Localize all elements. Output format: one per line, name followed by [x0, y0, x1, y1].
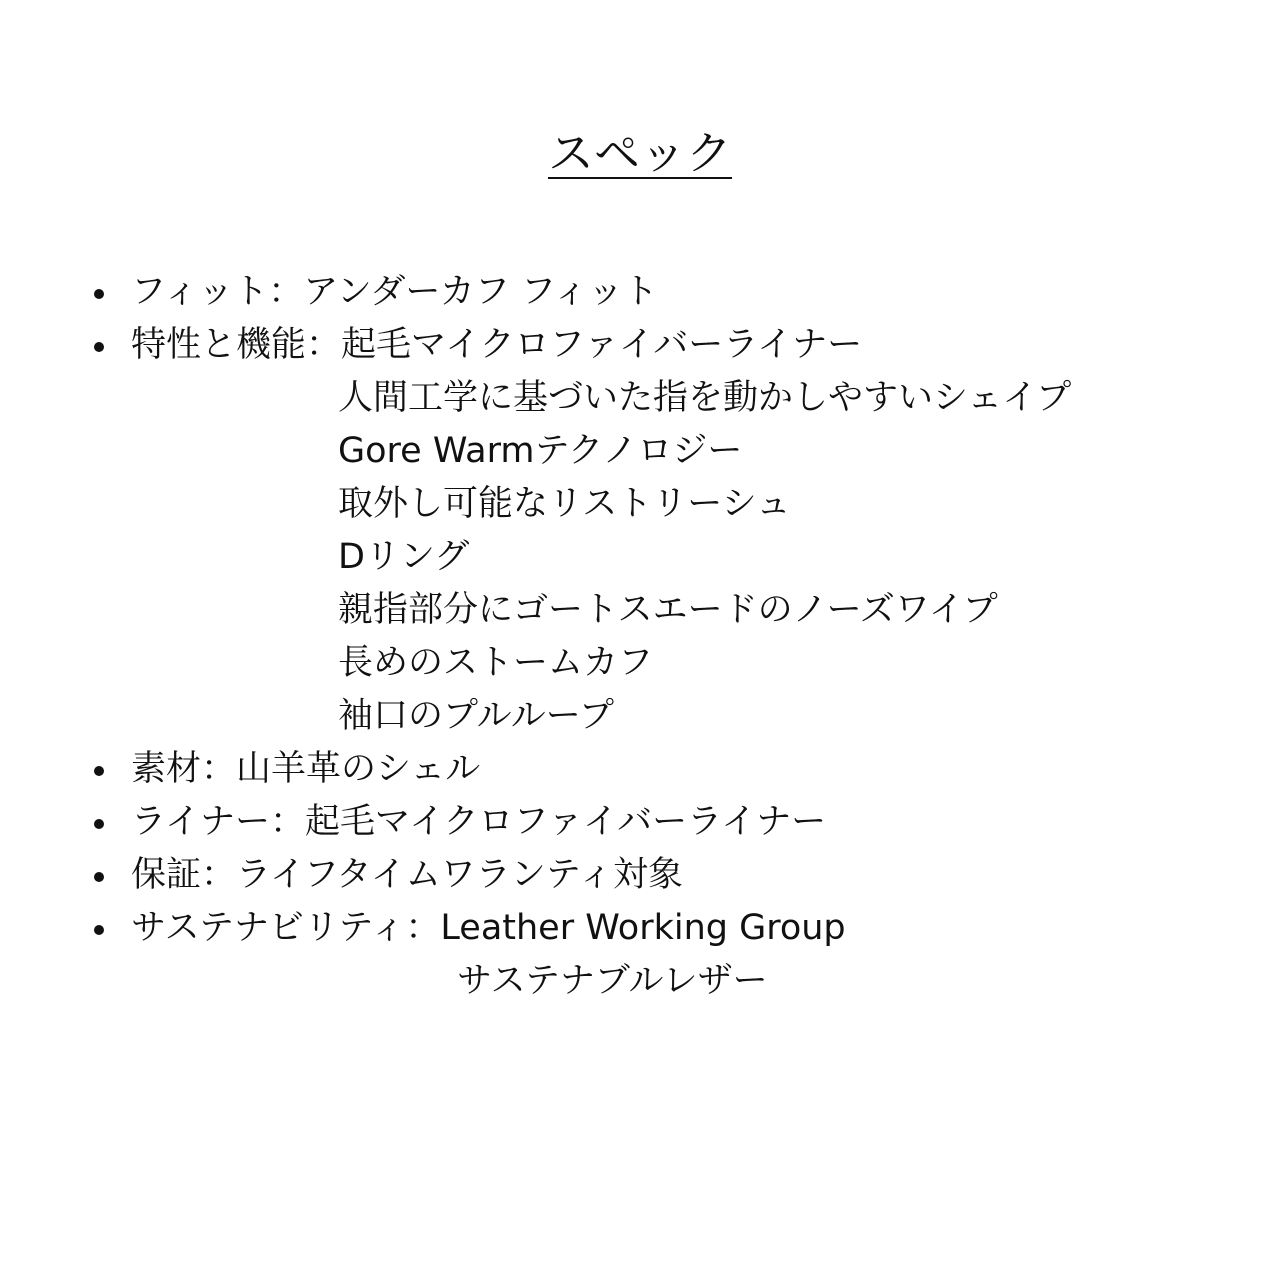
spec-features-text: 特性と機能：起毛マイクロファイバーライナー	[131, 325, 863, 365]
spec-feature-line	[0, 425, 1280, 478]
spec-liner-text: ライナー：起毛マイクロファイバーライナー	[131, 802, 827, 842]
spec-feature-text: 人間工学に基づいた指を動かしやすいシェイプ	[338, 378, 1072, 418]
spec-item-sustainability	[0, 902, 1280, 955]
spec-sustainability-text: サステナビリティ：Leather Working Group	[131, 908, 846, 948]
spec-feature-line	[0, 531, 1280, 584]
spec-sustainability-line	[0, 955, 1280, 1008]
spec-feature-text: 親指部分にゴートスエードのノーズワイプ	[338, 590, 998, 630]
page-title	[0, 122, 1280, 184]
page-title-text: スペック	[548, 126, 732, 180]
bullet-icon	[94, 289, 104, 299]
spec-feature-text: Gore Warmテクノロジー	[338, 431, 743, 471]
spec-item-fit	[0, 266, 1280, 319]
bullet-icon	[94, 766, 104, 776]
spec-feature-line	[0, 637, 1280, 690]
spec-feature-text: 長めのストームカフ	[338, 643, 654, 683]
spec-item-liner	[0, 796, 1280, 849]
spec-material-text: 素材：山羊革のシェル	[131, 749, 481, 789]
spec-feature-line	[0, 372, 1280, 425]
spec-sustainability-cont-text: サステナブルレザー	[457, 961, 768, 1001]
spec-feature-line	[0, 584, 1280, 637]
spec-item-features	[0, 319, 1280, 372]
spec-warranty-text: 保証：ライフタイムワランティ対象	[131, 855, 683, 895]
spec-feature-text: 袖口のプルループ	[338, 696, 614, 736]
spec-list	[0, 266, 1280, 1008]
spec-feature-line	[0, 690, 1280, 743]
spec-fit-text: フィット：アンダーカフ フィット	[131, 272, 659, 312]
spec-item-material	[0, 743, 1280, 796]
spec-feature-text: Dリング	[338, 537, 470, 577]
bullet-icon	[94, 872, 104, 882]
bullet-icon	[94, 819, 104, 829]
bullet-icon	[94, 925, 104, 935]
bullet-icon	[94, 342, 104, 352]
spec-item-warranty	[0, 849, 1280, 902]
spec-feature-line	[0, 478, 1280, 531]
spec-feature-text: 取外し可能なリストリーシュ	[338, 484, 791, 524]
